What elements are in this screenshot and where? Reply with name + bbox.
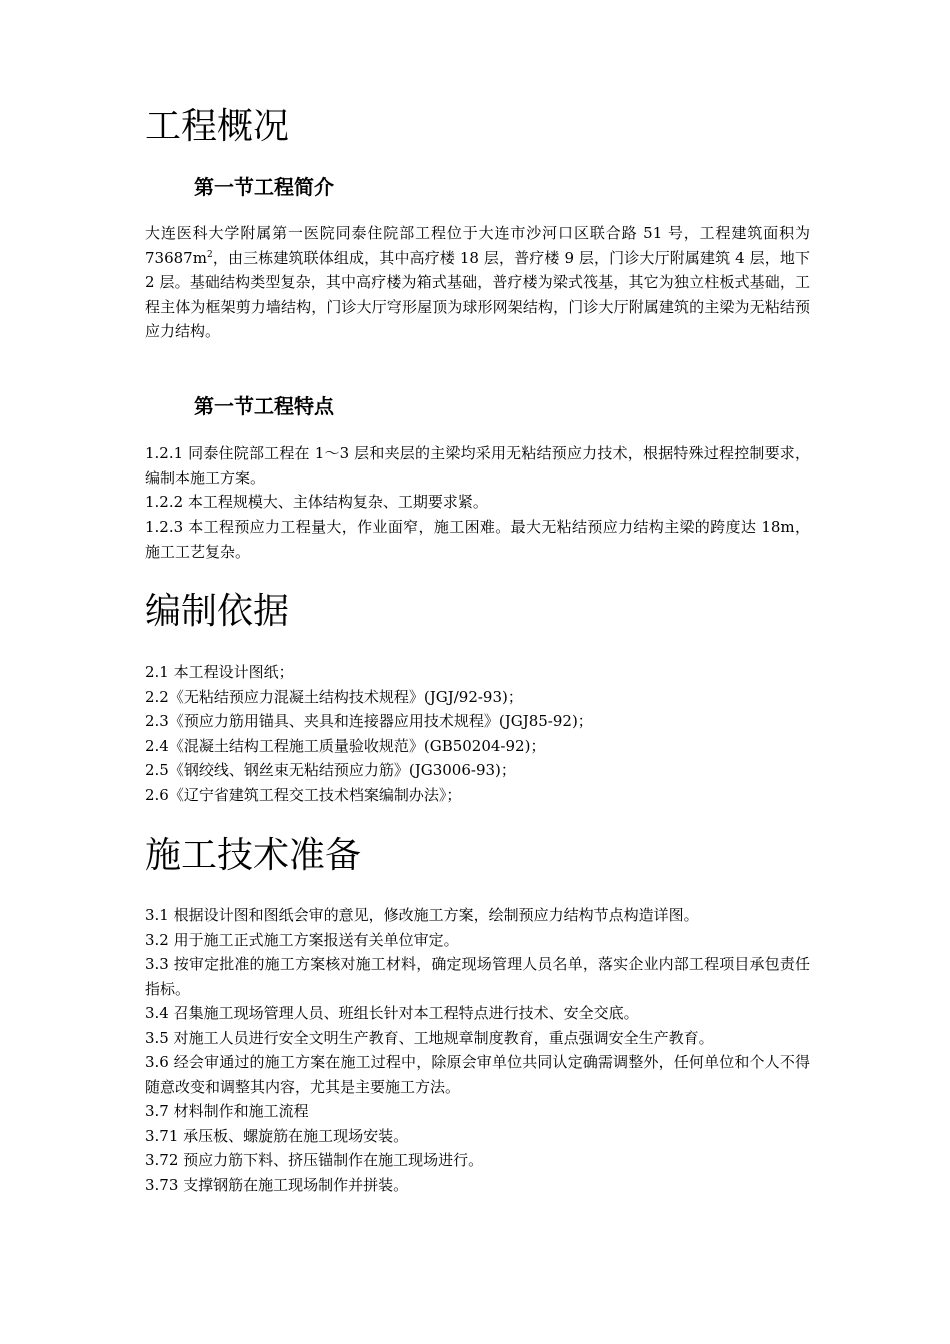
basis-item: 2.3《预应力筋用锚具、夹具和连接器应用技术规程》(JGJ85-92)； (145, 712, 593, 730)
section-title-overview: 工程概况 (145, 106, 290, 147)
prep-item: 3.3 按审定批准的施工方案核对施工材料，确定现场管理人员名单，落实企业内部工程项目承包责任指标。 (145, 955, 810, 998)
feature-item: 1.2.1 同泰住院部工程在 1～3 层和夹层的主梁均采用无粘结预应力技术，根据特殊过程控制要求，编制本施工方案。 (145, 444, 810, 487)
area-superscript: 2 (206, 249, 213, 260)
subsection-title-intro: 第一节工程简介 (194, 175, 334, 199)
prep-item: 3.72 预应力筋下料、挤压锚制作在施工现场进行。 (145, 1151, 484, 1169)
prep-item: 3.71 承压板、螺旋筋在施工现场安装。 (145, 1127, 409, 1145)
prep-item: 3.7 材料制作和施工流程 (145, 1102, 309, 1120)
prep-item: 3.4 召集施工现场管理人员、班组长针对本工程特点进行技术、安全交底。 (145, 1004, 639, 1022)
basis-item: 2.4《混凝土结构工程施工质量验收规范》(GB50204-92)； (145, 737, 546, 755)
section-title-preparation: 施工技术准备 (145, 835, 362, 876)
subsection-title-features: 第一节工程特点 (194, 394, 334, 418)
prep-item: 3.2 用于施工正式施工方案报送有关单位审定。 (145, 931, 459, 949)
section-title-basis: 编制依据 (145, 591, 290, 632)
basis-item: 2.5《钢绞线、钢丝束无粘结预应力筋》(JG3006-93)； (145, 761, 516, 779)
intro-paragraph (145, 221, 810, 344)
basis-item: 2.2《无粘结预应力混凝土结构技术规程》(JGJ/92-93)； (145, 688, 523, 706)
basis-item: 2.6《辽宁省建筑工程交工技术档案编制办法》； (145, 786, 462, 804)
feature-item: 1.2.2 本工程规模大、主体结构复杂、工期要求紧。 (145, 493, 488, 511)
basis-item: 2.1 本工程设计图纸； (145, 663, 294, 681)
prep-item: 3.73 支撑钢筋在施工现场制作并拼装。 (145, 1176, 409, 1194)
prep-item: 3.1 根据设计图和图纸会审的意见，修改施工方案，绘制预应力结构节点构造详图。 (145, 906, 699, 924)
feature-item: 1.2.3 本工程预应力工程量大，作业面窄，施工困难。最大无粘结预应力结构主梁的跨度达 18m，施工工艺复杂。 (145, 518, 810, 561)
prep-item: 3.5 对施工人员进行安全文明生产教育、工地规章制度教育，重点强调安全生产教育。 (145, 1029, 714, 1047)
prep-item: 3.6 经会审通过的施工方案在施工过程中，除原会审单位共同认定确需调整外，任何单位和个人不得随意改变和调整其内容，尤其是主要施工方法。 (145, 1053, 810, 1096)
intro-text-b: ，由三栋建筑联体组成，其中高疗楼 18 层，普疗楼 9 层，门诊大厅附属建筑 4 层，地下 2 层。基础结构类型复杂，其中高疗楼为箱式基础，普疗楼为梁式筏基，其它为独立柱板式基础，工程主体为框架剪力墙结构，门诊大厅穹形屋顶为球形网架结构，门诊大厅附属建筑的主梁为无粘结预应力结构。 (145, 248, 810, 340)
intro-text-a: 大连医科大学附属第一医院同泰住院部工程位于大连市沙河口区联合路 51 号，工程建筑面积为 73687m (145, 224, 810, 267)
